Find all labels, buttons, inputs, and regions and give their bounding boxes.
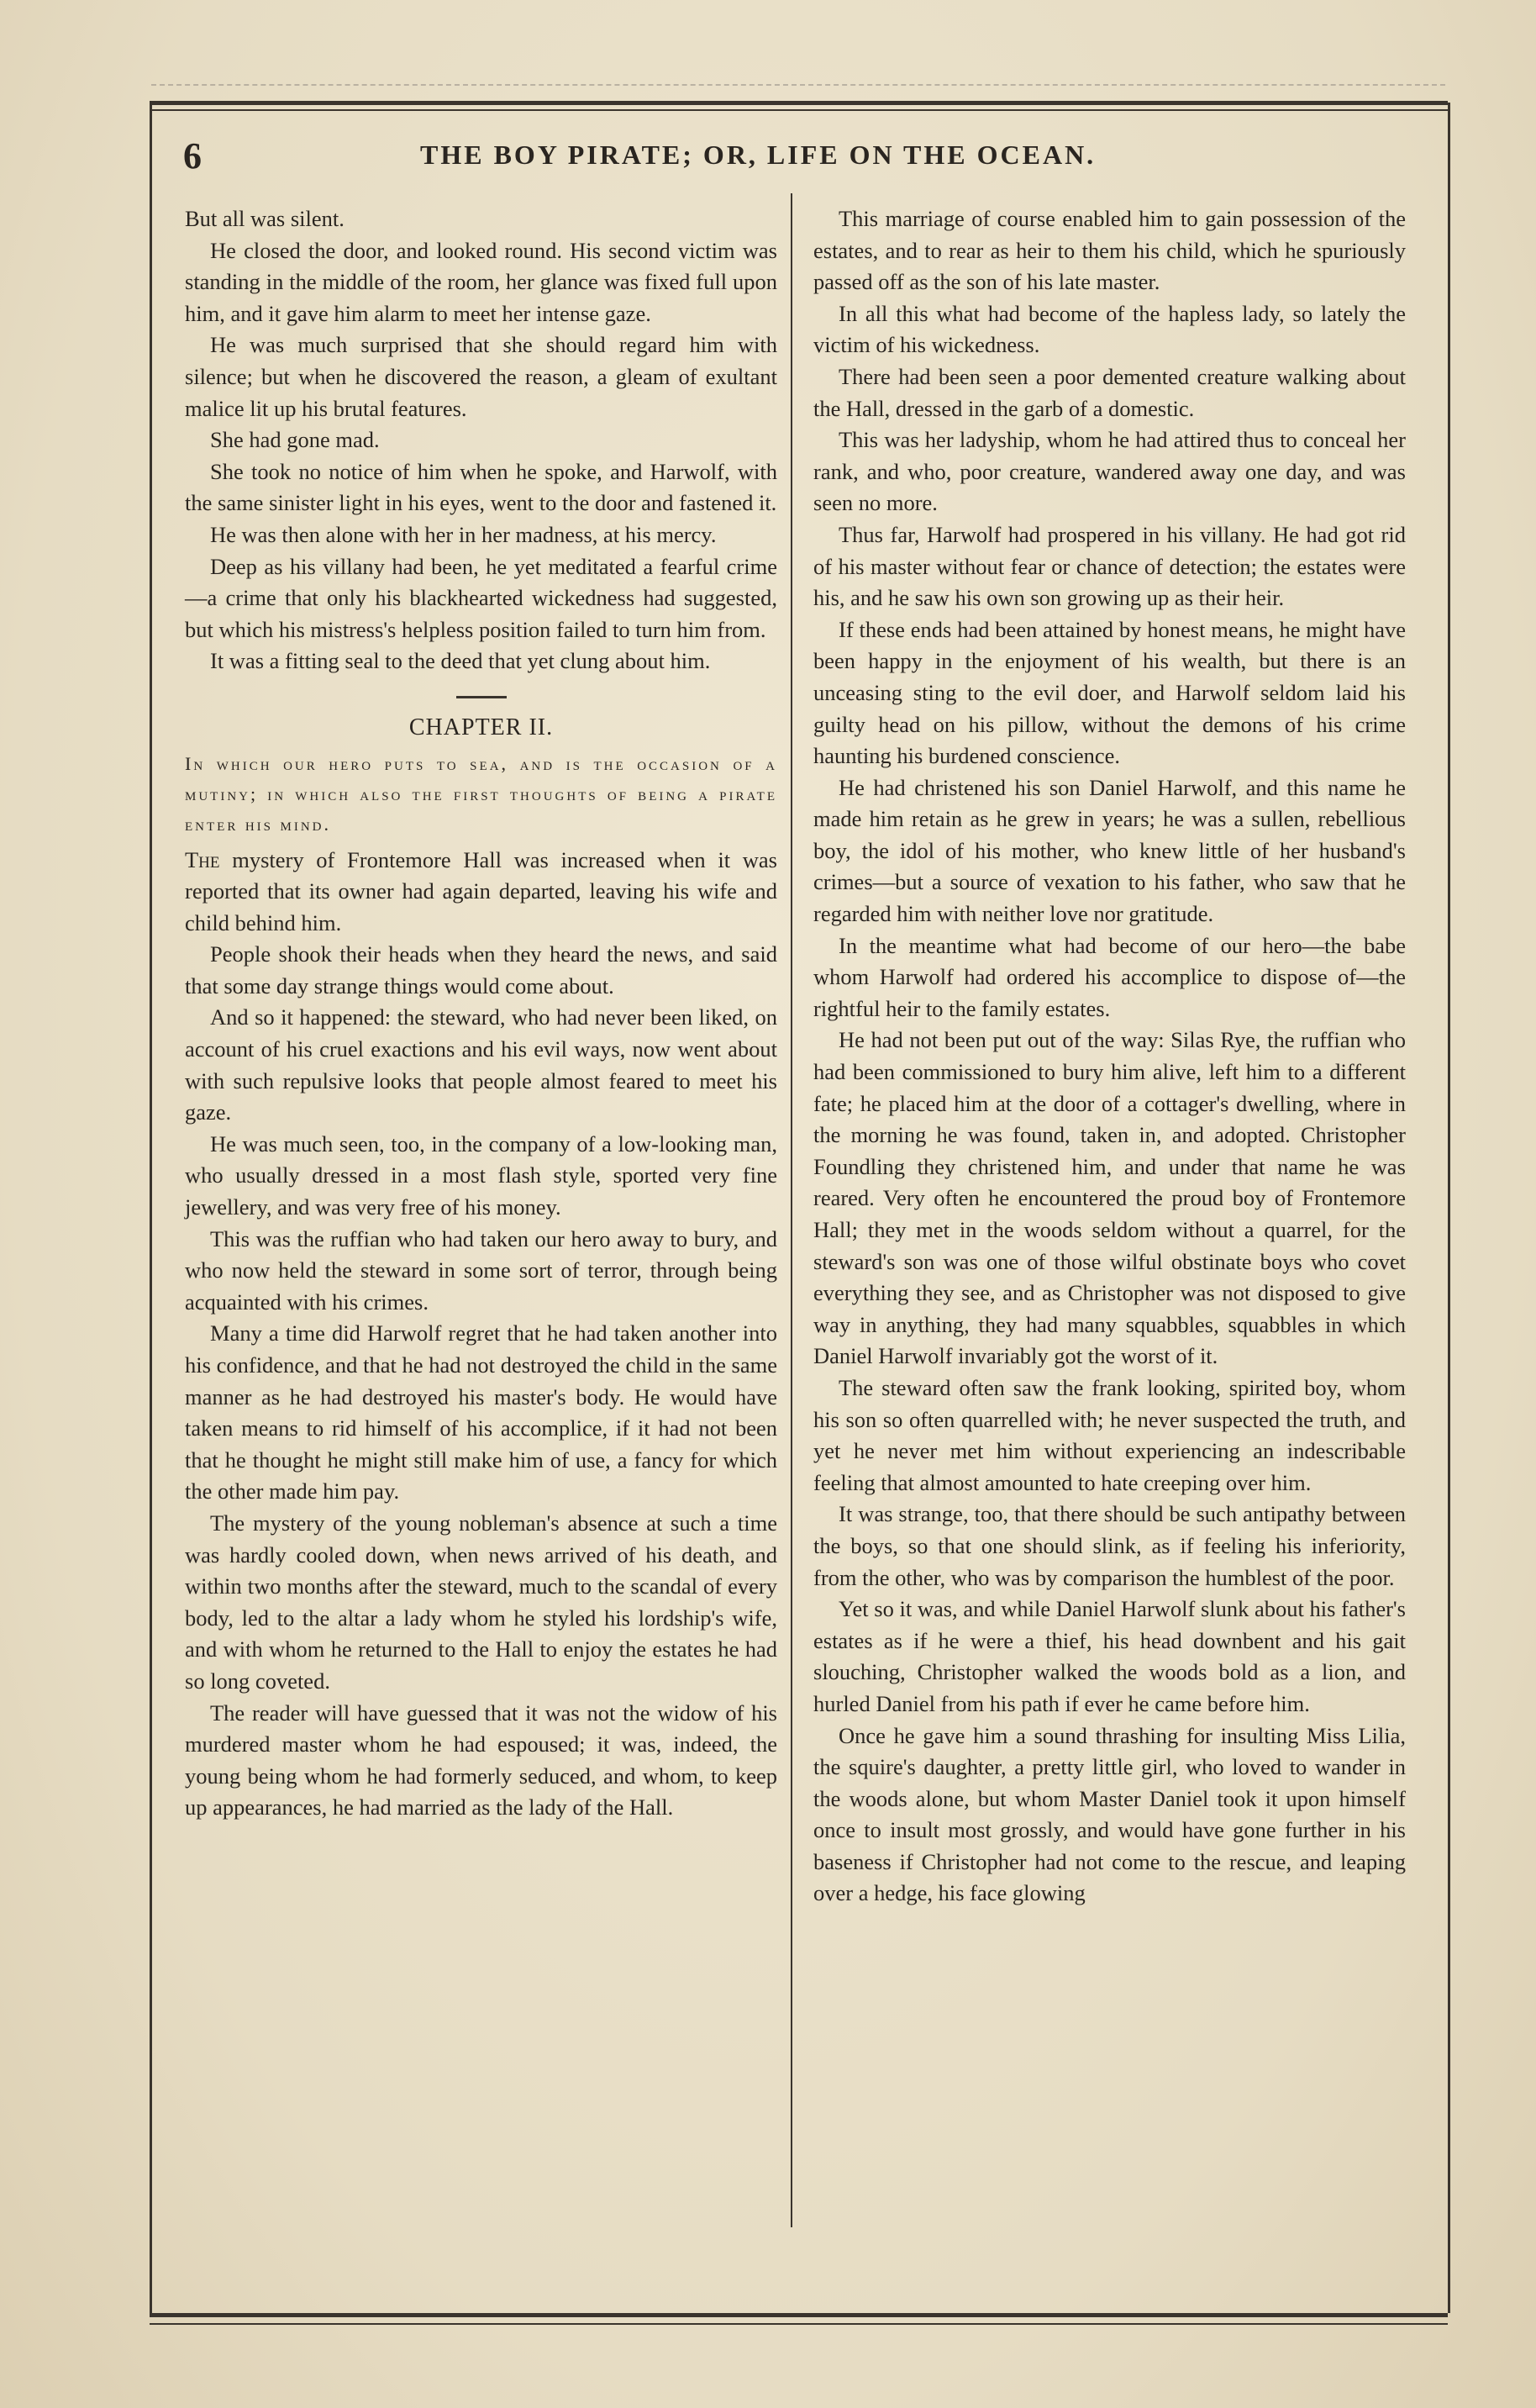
paragraph: He was then alone with her in her madness, at his mercy.: [210, 521, 717, 547]
column-divider: [791, 193, 792, 2227]
paragraph: If these ends had been attained by honest means, he might have been happy in the enjoyment of his wealth, but there is an unceasing sting to the evil doer, and Harwolf seldom laid his guilty head on his pillow, without the demons of his crime haunting his burdened conscience.: [813, 616, 1406, 769]
paragraph: This was her ladyship, whom he had attired thus to conceal her rank, and who, poor creature, wandered away one day, and was seen no more.: [813, 427, 1406, 516]
paragraph: The mystery of the young nobleman's absence at such a time was hardly cooled down, when news arrived of his death, and within two months after the steward, much to the scandal of every body, led to the altar a lady whom he styled his lordship's wife, and with whom he returned to the Hall to enjoy the estates he had so long coveted.: [185, 1510, 777, 1694]
bottom-rule: [150, 2313, 1448, 2317]
paragraph: The steward often saw the frank looking, spirited boy, whom his son so often quarrelled with; he never suspected the truth, and yet he never met him without experiencing an indescribable feeling that almost amounted to hate creeping over him.: [813, 1374, 1406, 1495]
paragraph: He was much surprised that she should regard him with silence; but when he discovered the reason, a gleam of exultant malice lit up his brutal features.: [185, 332, 777, 421]
chapter-first-paragraph: [185, 845, 777, 940]
paragraph: He was much seen, too, in the company of a low-looking man, who usually dressed in a most flash style, sported very fine jewellery, and was very free of his money.: [185, 1130, 777, 1220]
paragraph: Once he gave him a sound thrashing for insulting Miss Lilia, the squire's daughter, a pretty little girl, who loved to wander in the woods alone, but whom Master Daniel took it upon himself once to insult most grossly, and would have gone further in his baseness if Christopher had not come to the rescue, and leaping over a hedge, his face glowing: [813, 1722, 1406, 1906]
left-column: [185, 203, 777, 1824]
paragraph: But all was silent.: [185, 206, 345, 231]
paragraph: People shook their heads when they heard the news, and said that some day strange things would come about.: [185, 941, 777, 999]
paragraph: It was a fitting seal to the deed that yet clung about him.: [210, 648, 711, 674]
paragraph: It was strange, too, that there should be such antipathy between the boys, so that one should slink, as if feeling his inferiority, from the other, who was by comparison the humblest of the poor.: [813, 1501, 1406, 1590]
paragraph: Many a time did Harwolf regret that he had taken another into his confidence, and that he had not destroyed the child in the same manner as he had destroyed his master's body. He would have taken means to rid himself of his accomplice, if it had not been that he thought he might still make him of use, a fancy for which the other made him pay.: [185, 1320, 777, 1504]
paragraph: He had christened his son Daniel Harwolf, and this name he made him retain as he grew in years; he was a sullen, rebellious boy, the idol of his mother, who knew little of her husband's crimes—but a source of vexation to his father, who saw that he regarded him with neither love nor gratitude.: [813, 774, 1406, 927]
bottom-rule-thin: [150, 2323, 1448, 2325]
paragraph: And so it happened: the steward, who had never been liked, on account of his cruel exactions and his evil ways, now went about with such repulsive looks that people almost feared to meet his gaze.: [185, 1004, 777, 1125]
paragraph: Yet so it was, and while Daniel Harwolf slunk about his father's estates as if he were a thief, his head downbent and his gait slouching, Christopher walked the woods bold as a lion, and hurled Daniel from his path if ever he came before him.: [813, 1596, 1406, 1716]
paragraph: Deep as his villany had been, he yet meditated a fearful crime—a crime that only his blackhearted wickedness had suggested, but which his mistress's helpless position failed to turn him from.: [185, 553, 777, 642]
paragraph: In the meantime what had become of our hero—the babe whom Harwolf had ordered his accomplice to dispose of—the rightful heir to the family estates.: [813, 932, 1406, 1021]
paragraph: She took no notice of him when he spoke, and Harwolf, with the same sinister light in his eyes, went to the door and fastened it.: [185, 458, 777, 516]
paragraph: He closed the door, and looked round. His second victim was standing in the middle of the room, her glance was fixed full upon him, and it gave him alarm to meet her intense gaze.: [185, 237, 777, 326]
paragraph: This marriage of course enabled him to gain possession of the estates, and to rear as heir to them his child, which he spuriously passed off as the son of his late master.: [813, 206, 1406, 295]
right-column: [813, 203, 1406, 1910]
paragraph: He had not been put out of the way: Silas Rye, the ruffian who had been commissioned to bury him alive, left him to a different fate; he placed him at the door of a cottager's dwelling, where in the morning he was found, taken in, and adopted. Christopher Foundling they christened him, and under that name he was reared. Very often he encountered the proud boy of Frontemore Hall; they met in the woods seldom without a quarrel, for the steward's son was one of those wilful obstinate boys who covet everything they see, and as Christopher was not disposed to give way in anything, they had many squabbles, squabbles in which Daniel Harwolf invariably got the worst of it.: [813, 1027, 1406, 1369]
chapter-separator: [456, 696, 507, 698]
top-faint-rule: [151, 84, 1445, 89]
running-title: THE BOY PIRATE; OR, LIFE ON THE OCEAN.: [420, 140, 1097, 170]
paragraph: Thus far, Harwolf had prospered in his villany. He had got rid of his master without fear or chance of detection; the estates were his, and he saw his own son growing up as their heir.: [813, 521, 1406, 611]
paragraph: In all this what had become of the hapless lady, so lately the victim of his wickedness.: [813, 300, 1406, 358]
page-number: 6: [183, 135, 202, 177]
paragraph: There had been seen a poor demented creature walking about the Hall, dressed in the garb of a domestic.: [813, 363, 1406, 421]
page-header: [176, 134, 1428, 185]
chapter-title: CHAPTER II.: [408, 714, 554, 740]
paragraph: She had gone mad.: [210, 427, 380, 453]
chapter-summary: In which our hero puts to sea, and is the occasion of a mutiny; in which also the first thoughts of being a pirate enter his mind.: [185, 752, 777, 835]
chapter-first-word: The: [185, 846, 220, 872]
paragraph: This was the ruffian who had taken our hero away to bury, and who now held the steward in some sort of terror, through being acquainted with his crimes.: [185, 1225, 777, 1315]
chapter-first-paragraph-text: mystery of Frontemore Hall was increased when it was reported that its owner had again departed, leaving his wife and child behind him.: [185, 846, 777, 935]
paragraph: The reader will have guessed that it was not the widow of his murdered master whom he had espoused; it was, indeed, the young being whom he had formerly seduced, and whom, to keep up appearances, he had married as the lady of the Hall.: [185, 1699, 777, 1820]
